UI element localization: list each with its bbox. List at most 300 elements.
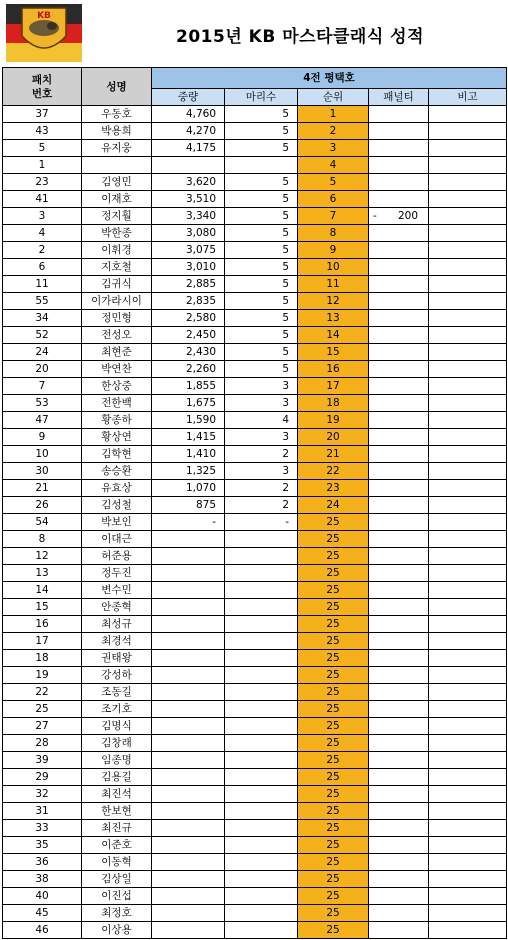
note-cell [429, 684, 507, 701]
note-cell [429, 446, 507, 463]
rank-cell: 8 [298, 225, 369, 242]
name-cell: 최현준 [82, 344, 152, 361]
name-cell: 조동길 [82, 684, 152, 701]
count-cell [225, 922, 298, 939]
results-body [3, 106, 507, 939]
rank-cell: 25 [298, 531, 369, 548]
penalty-cell [369, 208, 429, 225]
name-cell: 김영민 [82, 174, 152, 191]
rank-cell: 25 [298, 565, 369, 582]
note-cell [429, 650, 507, 667]
table-row [3, 599, 507, 616]
penalty-cell [369, 242, 429, 259]
weight-cell [152, 786, 225, 803]
count-cell: 5 [225, 106, 298, 123]
note-cell [429, 633, 507, 650]
name-cell: 이동혁 [82, 854, 152, 871]
patch-number-cell: 20 [3, 361, 82, 378]
rank-cell: 25 [298, 752, 369, 769]
weight-cell: 4,270 [152, 123, 225, 140]
count-cell: 5 [225, 344, 298, 361]
patch-number-cell: 7 [3, 378, 82, 395]
weight-cell [152, 752, 225, 769]
col-header-penalty: 패널티 [369, 89, 429, 106]
count-cell [225, 735, 298, 752]
rank-cell: 5 [298, 174, 369, 191]
weight-cell [152, 616, 225, 633]
note-cell [429, 123, 507, 140]
penalty-cell [369, 361, 429, 378]
count-cell [225, 803, 298, 820]
note-cell [429, 429, 507, 446]
penalty-cell [369, 871, 429, 888]
col-header-no-label: 패치 번호 [31, 73, 53, 100]
page-title: 2015년 KB 마스타클래식 성적 [176, 27, 424, 47]
note-cell [429, 480, 507, 497]
note-cell [429, 616, 507, 633]
patch-number-cell: 6 [3, 259, 82, 276]
rank-cell: 25 [298, 854, 369, 871]
count-cell [225, 599, 298, 616]
rank-cell: 19 [298, 412, 369, 429]
note-cell [429, 888, 507, 905]
rank-cell: 2 [298, 123, 369, 140]
count-cell: 3 [225, 429, 298, 446]
patch-number-cell: 39 [3, 752, 82, 769]
table-row [3, 854, 507, 871]
patch-number-cell: 5 [3, 140, 82, 157]
patch-number-cell: 10 [3, 446, 82, 463]
penalty-cell [369, 565, 429, 582]
count-cell: 3 [225, 378, 298, 395]
weight-cell: 3,620 [152, 174, 225, 191]
patch-number-cell: 3 [3, 208, 82, 225]
table-row [3, 276, 507, 293]
name-cell: 전한백 [82, 395, 152, 412]
count-cell: 5 [225, 310, 298, 327]
weight-cell [152, 565, 225, 582]
penalty-cell [369, 701, 429, 718]
penalty-cell [369, 429, 429, 446]
count-cell: 5 [225, 191, 298, 208]
name-cell: 이재호 [82, 191, 152, 208]
rank-cell: 17 [298, 378, 369, 395]
table-row [3, 174, 507, 191]
name-cell: 정두진 [82, 565, 152, 582]
count-cell [225, 837, 298, 854]
count-cell: 5 [225, 123, 298, 140]
patch-number-cell: 26 [3, 497, 82, 514]
name-cell: 강성하 [82, 667, 152, 684]
table-row [3, 327, 507, 344]
patch-number-cell: 43 [3, 123, 82, 140]
penalty-cell [369, 174, 429, 191]
name-cell: 최진석 [82, 786, 152, 803]
name-cell: 김용길 [82, 769, 152, 786]
table-row [3, 735, 507, 752]
note-cell [429, 905, 507, 922]
patch-number-cell: 36 [3, 854, 82, 871]
table-row [3, 786, 507, 803]
note-cell [429, 752, 507, 769]
weight-cell [152, 922, 225, 939]
name-cell: 허준용 [82, 548, 152, 565]
penalty-cell [369, 327, 429, 344]
table-row [3, 769, 507, 786]
rank-cell: 25 [298, 786, 369, 803]
name-cell: 황종하 [82, 412, 152, 429]
weight-cell: - [152, 514, 225, 531]
count-cell: 5 [225, 293, 298, 310]
table-row [3, 157, 507, 174]
round-group-header: 4전 평택호 [152, 68, 507, 89]
name-cell: 김성철 [82, 497, 152, 514]
note-cell [429, 395, 507, 412]
penalty-cell [369, 446, 429, 463]
penalty-cell [369, 633, 429, 650]
penalty-value: 200 [397, 209, 418, 222]
table-row [3, 837, 507, 854]
patch-number-cell: 2 [3, 242, 82, 259]
weight-cell [152, 803, 225, 820]
note-cell [429, 548, 507, 565]
table-row [3, 633, 507, 650]
table-row [3, 225, 507, 242]
note-cell [429, 854, 507, 871]
weight-cell: 4,175 [152, 140, 225, 157]
weight-cell: 3,075 [152, 242, 225, 259]
penalty-sign: - [373, 209, 377, 222]
note-cell [429, 514, 507, 531]
rank-cell: 25 [298, 701, 369, 718]
note-cell [429, 225, 507, 242]
count-cell: - [225, 514, 298, 531]
name-cell: 한상중 [82, 378, 152, 395]
rank-cell: 25 [298, 905, 369, 922]
name-cell: 임종명 [82, 752, 152, 769]
rank-cell: 25 [298, 633, 369, 650]
count-cell: 4 [225, 412, 298, 429]
penalty-cell [369, 395, 429, 412]
penalty-cell [369, 837, 429, 854]
count-cell: 5 [225, 259, 298, 276]
name-cell: 최정호 [82, 905, 152, 922]
penalty-cell [369, 905, 429, 922]
svg-text:KB: KB [37, 11, 51, 21]
note-cell [429, 310, 507, 327]
patch-number-cell: 47 [3, 412, 82, 429]
rank-cell: 22 [298, 463, 369, 480]
count-cell [225, 633, 298, 650]
patch-number-cell: 8 [3, 531, 82, 548]
patch-number-cell: 25 [3, 701, 82, 718]
name-cell: 전성오 [82, 327, 152, 344]
table-row [3, 922, 507, 939]
weight-cell: 3,340 [152, 208, 225, 225]
count-cell: 5 [225, 242, 298, 259]
name-cell: 이대근 [82, 531, 152, 548]
name-cell: 최경석 [82, 633, 152, 650]
patch-number-cell: 52 [3, 327, 82, 344]
weight-cell: 3,080 [152, 225, 225, 242]
weight-cell [152, 854, 225, 871]
count-cell [225, 820, 298, 837]
col-header-count: 마리수 [225, 89, 298, 106]
rank-cell: 25 [298, 837, 369, 854]
name-cell: 유지웅 [82, 140, 152, 157]
weight-cell [152, 633, 225, 650]
weight-cell [152, 582, 225, 599]
rank-cell: 1 [298, 106, 369, 123]
penalty-cell [369, 548, 429, 565]
penalty-cell [369, 854, 429, 871]
name-cell: 박용희 [82, 123, 152, 140]
patch-number-cell: 45 [3, 905, 82, 922]
weight-cell: 2,450 [152, 327, 225, 344]
weight-cell: 1,675 [152, 395, 225, 412]
count-cell [225, 548, 298, 565]
penalty-cell [369, 140, 429, 157]
name-cell: 한보현 [82, 803, 152, 820]
table-row [3, 191, 507, 208]
weight-cell: 1,415 [152, 429, 225, 446]
table-row [3, 888, 507, 905]
penalty-cell [369, 497, 429, 514]
note-cell [429, 378, 507, 395]
penalty-cell [369, 718, 429, 735]
rank-cell: 25 [298, 548, 369, 565]
rank-cell: 18 [298, 395, 369, 412]
table-row [3, 310, 507, 327]
rank-cell: 25 [298, 582, 369, 599]
name-cell: 변수민 [82, 582, 152, 599]
rank-cell: 25 [298, 650, 369, 667]
weight-cell [152, 684, 225, 701]
name-cell: 권태왕 [82, 650, 152, 667]
name-cell: 박보인 [82, 514, 152, 531]
col-header-no [3, 68, 82, 106]
patch-number-cell: 27 [3, 718, 82, 735]
penalty-cell [369, 412, 429, 429]
patch-number-cell: 16 [3, 616, 82, 633]
count-cell [225, 769, 298, 786]
rank-cell: 9 [298, 242, 369, 259]
note-cell [429, 344, 507, 361]
rank-cell: 25 [298, 922, 369, 939]
patch-number-cell: 9 [3, 429, 82, 446]
count-cell: 5 [225, 174, 298, 191]
patch-number-cell: 4 [3, 225, 82, 242]
patch-number-cell: 28 [3, 735, 82, 752]
rank-cell: 11 [298, 276, 369, 293]
note-cell [429, 565, 507, 582]
table-row [3, 820, 507, 837]
penalty-cell [369, 769, 429, 786]
name-cell: 정민형 [82, 310, 152, 327]
weight-cell: 2,430 [152, 344, 225, 361]
table-row [3, 871, 507, 888]
penalty-cell [369, 582, 429, 599]
table-row [3, 548, 507, 565]
rank-cell: 25 [298, 667, 369, 684]
note-cell [429, 157, 507, 174]
name-cell: 이준호 [82, 837, 152, 854]
count-cell [225, 854, 298, 871]
note-cell [429, 820, 507, 837]
count-cell: 5 [225, 361, 298, 378]
count-cell: 5 [225, 225, 298, 242]
weight-cell [152, 837, 225, 854]
name-cell: 박연찬 [82, 361, 152, 378]
patch-number-cell: 38 [3, 871, 82, 888]
count-cell [225, 565, 298, 582]
penalty-cell [369, 650, 429, 667]
table-row [3, 514, 507, 531]
patch-number-cell: 31 [3, 803, 82, 820]
name-cell: 박한종 [82, 225, 152, 242]
weight-cell [152, 735, 225, 752]
table-row [3, 905, 507, 922]
results-table [2, 67, 507, 939]
weight-cell: 1,855 [152, 378, 225, 395]
name-cell: 최진규 [82, 820, 152, 837]
penalty-cell [369, 123, 429, 140]
table-row [3, 718, 507, 735]
weight-cell [152, 667, 225, 684]
count-cell [225, 701, 298, 718]
table-row [3, 565, 507, 582]
weight-cell [152, 548, 225, 565]
weight-cell: 1,070 [152, 480, 225, 497]
rank-cell: 25 [298, 616, 369, 633]
weight-cell [152, 871, 225, 888]
note-cell [429, 463, 507, 480]
name-cell: 이상용 [82, 922, 152, 939]
rank-cell: 25 [298, 820, 369, 837]
note-cell [429, 531, 507, 548]
table-row [3, 123, 507, 140]
table-row [3, 497, 507, 514]
weight-cell [152, 531, 225, 548]
penalty-cell [369, 463, 429, 480]
table-row [3, 378, 507, 395]
count-cell: 5 [225, 208, 298, 225]
rank-cell: 24 [298, 497, 369, 514]
name-cell: 조기호 [82, 701, 152, 718]
table-row [3, 701, 507, 718]
count-cell: 3 [225, 463, 298, 480]
count-cell [225, 888, 298, 905]
patch-number-cell: 46 [3, 922, 82, 939]
note-cell [429, 667, 507, 684]
rank-cell: 16 [298, 361, 369, 378]
patch-number-cell: 14 [3, 582, 82, 599]
patch-number-cell: 22 [3, 684, 82, 701]
patch-number-cell: 29 [3, 769, 82, 786]
patch-number-cell: 21 [3, 480, 82, 497]
penalty-cell [369, 157, 429, 174]
weight-cell: 2,835 [152, 293, 225, 310]
name-cell: 최성규 [82, 616, 152, 633]
patch-number-cell: 12 [3, 548, 82, 565]
patch-number-cell: 35 [3, 837, 82, 854]
table-row [3, 140, 507, 157]
weight-cell: 2,885 [152, 276, 225, 293]
penalty-cell [369, 344, 429, 361]
penalty-cell [369, 922, 429, 939]
count-cell [225, 684, 298, 701]
patch-number-cell: 24 [3, 344, 82, 361]
penalty-cell [369, 684, 429, 701]
note-cell [429, 837, 507, 854]
rank-cell: 10 [298, 259, 369, 276]
rank-cell: 6 [298, 191, 369, 208]
rank-cell: 14 [298, 327, 369, 344]
note-cell [429, 599, 507, 616]
patch-number-cell: 33 [3, 820, 82, 837]
name-cell: 안종혁 [82, 599, 152, 616]
rank-cell: 25 [298, 684, 369, 701]
penalty-cell [369, 310, 429, 327]
penalty-cell [369, 752, 429, 769]
weight-cell [152, 650, 225, 667]
table-row [3, 803, 507, 820]
patch-number-cell: 23 [3, 174, 82, 191]
patch-number-cell: 15 [3, 599, 82, 616]
penalty-cell [369, 480, 429, 497]
rank-cell: 25 [298, 735, 369, 752]
rank-cell: 21 [298, 446, 369, 463]
kb-logo [6, 4, 82, 62]
patch-number-cell: 13 [3, 565, 82, 582]
weight-cell [152, 157, 225, 174]
patch-number-cell: 17 [3, 633, 82, 650]
table-row [3, 752, 507, 769]
weight-cell: 3,010 [152, 259, 225, 276]
table-row [3, 446, 507, 463]
count-cell [225, 718, 298, 735]
name-cell: 이가라시이 [82, 293, 152, 310]
count-cell [225, 752, 298, 769]
name-cell: 황상연 [82, 429, 152, 446]
penalty-cell [369, 616, 429, 633]
penalty-cell [369, 599, 429, 616]
penalty-cell [369, 191, 429, 208]
table-row [3, 463, 507, 480]
note-cell [429, 701, 507, 718]
weight-cell [152, 718, 225, 735]
count-cell [225, 531, 298, 548]
penalty-cell [369, 735, 429, 752]
rank-cell: 4 [298, 157, 369, 174]
count-cell: 5 [225, 276, 298, 293]
weight-cell [152, 888, 225, 905]
count-cell [225, 871, 298, 888]
table-row [3, 395, 507, 412]
weight-cell: 4,760 [152, 106, 225, 123]
name-cell: 송승환 [82, 463, 152, 480]
weight-cell: 2,580 [152, 310, 225, 327]
patch-number-cell: 54 [3, 514, 82, 531]
weight-cell: 875 [152, 497, 225, 514]
col-header-rank: 순위 [298, 89, 369, 106]
note-cell [429, 259, 507, 276]
weight-cell [152, 599, 225, 616]
table-row [3, 667, 507, 684]
rank-cell: 25 [298, 871, 369, 888]
penalty-cell [369, 259, 429, 276]
penalty-cell [369, 888, 429, 905]
